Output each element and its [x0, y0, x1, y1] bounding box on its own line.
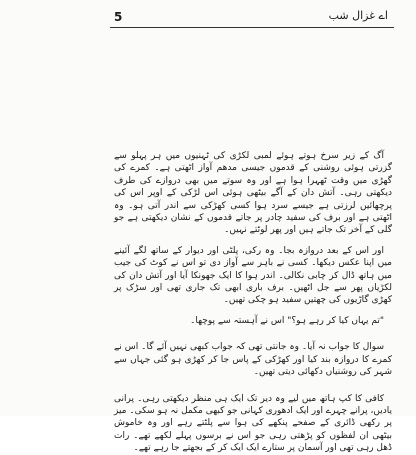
header-rule	[110, 27, 394, 28]
paragraph: سوال کا جواب نہ آیا۔ وہ جانتی تھی کہ جواب کبھی نہیں آئے گا۔ اس نے کمرے کا دروازہ بند کیا اور کھڑکی کے پاس جا کر کھڑی ہو گئی جہاں سے شہر کی روشنیاں دکھائی دیتی تھیں۔	[114, 342, 392, 378]
paragraph: کافی کا کپ ہاتھ میں لیے وہ دیر تک ایک ہی منظر دیکھتی رہی۔ پرانی یادیں، پرانے چہرے اور ایک ادھوری کہانی جو کبھی مکمل نہ ہو سکی۔ میز پر رکھی ڈائری کے صفحے پنکھے کی ہوا سے پلٹتے رہے اور وہ خاموش بیٹھی ان لفظوں کو پڑھتی رہی جو اس نے برسوں پہلے لکھے تھے۔ رات ڈھل رہی تھی اور آسمان پر ستارے ایک ایک کر کے بجھتے جا رہے تھے۔	[114, 393, 392, 454]
running-header: اے غزال شب	[328, 9, 388, 22]
page-number: 5	[114, 10, 123, 24]
paragraph: "تم یہاں کیا کر رہے ہو؟" اس نے آہستہ سے پوچھا۔	[190, 315, 384, 326]
paragraph: آگ کے زیر سرخ ہوتے ہوئے لمبی لکڑی کی ٹہنیوں میں ہر پہلو سے گزرتی ہوئی روشنی کے قدموں جیسی مدھم آواز اٹھتی ہے۔ کمرے کی گھڑی میں وقت ٹھہرا ہوا ہے اور وہ سوتے میں بھی دروازے کی طرف دیکھتی رہی۔ آتش دان کے آگے بیٹھی ہوئی اس لڑکی کے اوپر اس کی پرچھائیں لرزتی ہے جیسے سرد ہوا کسی کھڑکی سے اندر آتی ہو۔ وہ اٹھتی ہے اور برف کی سفید چادر پر جاتے قدموں کے نشان دیکھتی ہے جو گلی کے آخر تک جاتے ہیں اور پھر لوٹتے نہیں۔	[114, 151, 392, 236]
body-text	[114, 150, 392, 454]
paragraph: اور اس کے بعد دروازہ بجا۔ وہ رکی، پلٹی اور دیوار کے ساتھ لگے آئینے میں اپنا عکس دیکھا۔ کسی نے باہر سے آواز دی تو اس نے کوٹ کی جیب میں ہاتھ ڈال کر چابی نکالی۔ اندر ہوا کا ایک جھونکا آیا اور آتش دان کی لکڑیاں پھر سے جل اٹھیں۔ برف باری ابھی تک جاری تھی اور سڑک پر کھڑی گاڑیوں کی چھتیں سفید ہو چکی تھیں۔	[114, 245, 392, 306]
